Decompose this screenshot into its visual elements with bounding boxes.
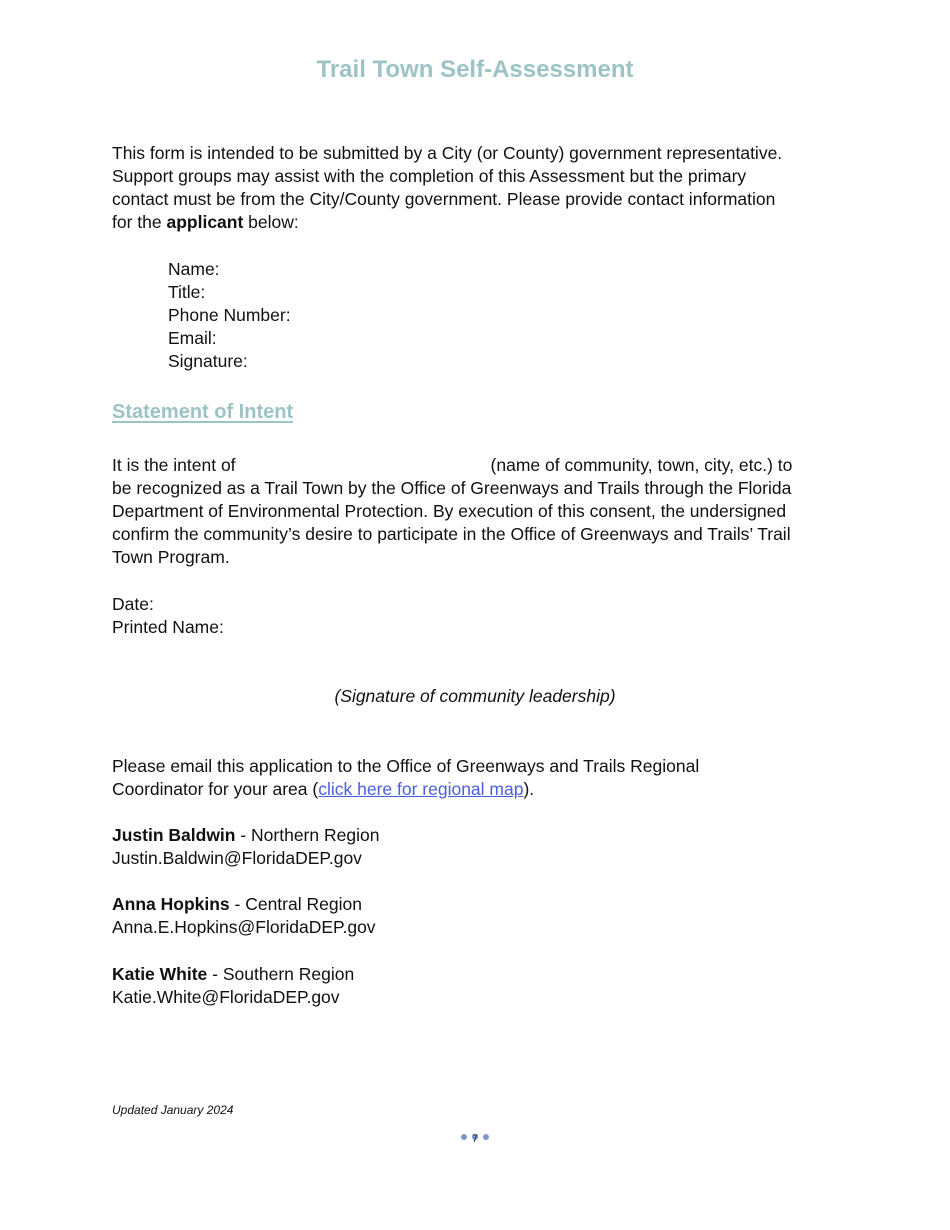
field-phone-label: Phone Number: bbox=[168, 305, 291, 325]
statement-line: Department of Environmental Protection. By execution of this consent, the undersigned bbox=[112, 501, 787, 521]
intro-line: This form is intended to be submitted by a City (or County) government representative. bbox=[112, 143, 783, 163]
field-printed-name-label: Printed Name: bbox=[112, 617, 224, 637]
statement-line bbox=[112, 454, 842, 477]
field-date-label: Date: bbox=[112, 594, 154, 614]
statement-paragraph bbox=[112, 454, 842, 569]
contact-line bbox=[112, 824, 379, 847]
contact-email: Anna.E.Hopkins@FloridaDEP.gov bbox=[112, 917, 376, 937]
contact-name: Justin Baldwin bbox=[112, 825, 236, 845]
statement-text: (name of community, town, city, etc.) to bbox=[490, 455, 793, 475]
email-line bbox=[112, 778, 842, 801]
contact-region: - Southern Region bbox=[207, 964, 355, 984]
contact-southern bbox=[112, 963, 354, 1009]
contact-region: - Central Region bbox=[229, 894, 362, 914]
statement-text: It is the intent of bbox=[112, 455, 236, 475]
regional-map-link[interactable]: click here for regional map bbox=[318, 779, 524, 799]
field-email-label: Email: bbox=[168, 328, 217, 348]
contact-line bbox=[112, 893, 376, 916]
field-signature-label: Signature: bbox=[168, 351, 248, 371]
intro-line bbox=[112, 211, 842, 234]
contact-northern bbox=[112, 824, 379, 870]
applicant-emphasis: applicant bbox=[166, 212, 244, 232]
section-heading-statement: Statement of Intent bbox=[112, 401, 294, 423]
intro-line: Support groups may assist with the completion of this Assessment but the primary bbox=[112, 166, 747, 186]
email-text: Coordinator for your area ( bbox=[112, 779, 319, 799]
email-line: Please email this application to the Office of Greenways and Trails Regional bbox=[112, 756, 700, 776]
statement-line: Town Program. bbox=[112, 547, 230, 567]
intro-paragraph bbox=[112, 142, 842, 234]
contact-central bbox=[112, 893, 376, 939]
intro-line: contact must be from the City/County government. Please provide contact information bbox=[112, 189, 776, 209]
contact-name: Katie White bbox=[112, 964, 208, 984]
contact-name: Anna Hopkins bbox=[112, 894, 230, 914]
intro-text: for the bbox=[112, 212, 167, 232]
statement-line: be recognized as a Trail Town by the Office of Greenways and Trails through the Florida bbox=[112, 478, 792, 498]
statement-line: confirm the community’s desire to participate in the Office of Greenways and Trails’ Trail bbox=[112, 524, 791, 544]
page-number: 7 bbox=[471, 1133, 479, 1145]
contact-email: Justin.Baldwin@FloridaDEP.gov bbox=[112, 848, 362, 868]
updated-note: Updated January 2024 bbox=[112, 1103, 234, 1117]
contact-region: - Northern Region bbox=[235, 825, 380, 845]
contact-email: Katie.White@FloridaDEP.gov bbox=[112, 987, 340, 1007]
page-title: Trail Town Self-Assessment bbox=[316, 56, 634, 83]
email-instructions bbox=[112, 755, 842, 801]
contact-line bbox=[112, 963, 354, 986]
intro-text: below: bbox=[243, 212, 299, 232]
field-title-label: Title: bbox=[168, 282, 206, 302]
applicant-fields bbox=[168, 258, 291, 373]
sign-fields bbox=[112, 593, 842, 639]
signature-caption: (Signature of community leadership) bbox=[334, 686, 616, 706]
email-text: ). bbox=[523, 779, 535, 799]
field-name-label: Name: bbox=[168, 259, 220, 279]
